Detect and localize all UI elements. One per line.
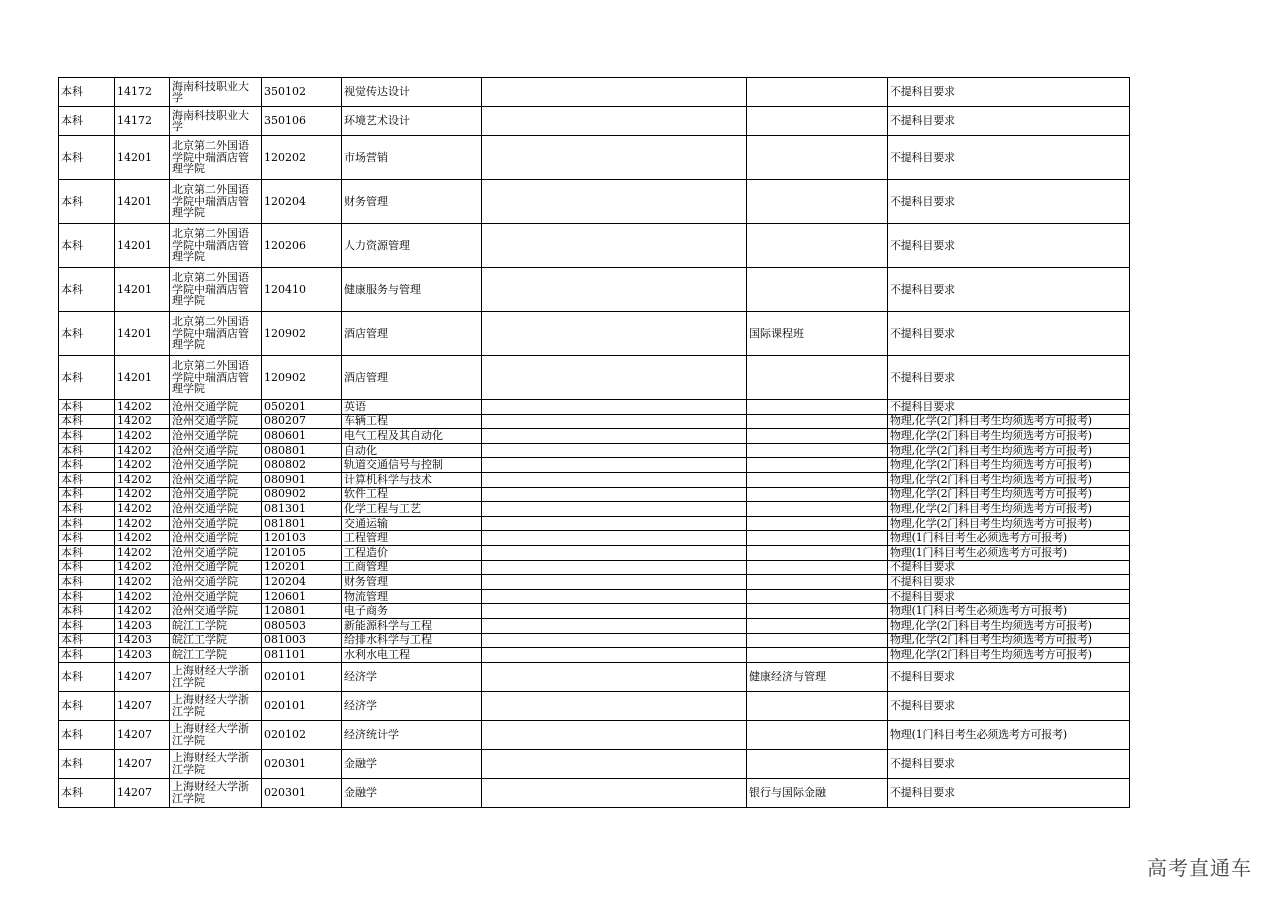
school-code-cell: 14207 bbox=[115, 778, 170, 807]
school-name-cell: 上海财经大学浙江学院 bbox=[170, 691, 262, 720]
school-name-cell: 沧州交通学院 bbox=[170, 575, 262, 590]
major-code-cell: 350106 bbox=[262, 107, 342, 136]
major-code-cell: 081801 bbox=[262, 516, 342, 531]
major-code-cell: 080801 bbox=[262, 443, 342, 458]
blank-cell bbox=[482, 545, 747, 560]
level-cell: 本科 bbox=[59, 224, 115, 268]
blank-cell bbox=[482, 516, 747, 531]
blank-cell bbox=[482, 443, 747, 458]
level-cell: 本科 bbox=[59, 356, 115, 400]
subject-requirement-cell: 物理,化学(2门科目考生均须选考方可报考) bbox=[888, 502, 1130, 517]
note-cell: 健康经济与管理 bbox=[747, 662, 888, 691]
school-code-cell: 14202 bbox=[115, 516, 170, 531]
table-row bbox=[59, 268, 1130, 312]
major-name-cell: 市场营销 bbox=[342, 136, 482, 180]
school-name-cell: 海南科技职业大学 bbox=[170, 78, 262, 107]
blank-cell bbox=[482, 268, 747, 312]
table-row bbox=[59, 356, 1130, 400]
note-cell bbox=[747, 502, 888, 517]
major-name-cell: 酒店管理 bbox=[342, 312, 482, 356]
table-row bbox=[59, 429, 1130, 444]
school-code-cell: 14202 bbox=[115, 400, 170, 415]
major-name-cell: 电子商务 bbox=[342, 604, 482, 619]
major-code-cell: 020301 bbox=[262, 749, 342, 778]
subject-requirement-cell: 不提科目要求 bbox=[888, 136, 1130, 180]
major-name-cell: 金融学 bbox=[342, 778, 482, 807]
table-row bbox=[59, 516, 1130, 531]
level-cell: 本科 bbox=[59, 691, 115, 720]
note-cell bbox=[747, 589, 888, 604]
school-name-cell: 北京第二外国语学院中瑞酒店管理学院 bbox=[170, 356, 262, 400]
school-name-cell: 沧州交通学院 bbox=[170, 487, 262, 502]
major-name-cell: 财务管理 bbox=[342, 180, 482, 224]
table-row bbox=[59, 778, 1130, 807]
note-cell bbox=[747, 107, 888, 136]
subject-requirement-cell: 不提科目要求 bbox=[888, 662, 1130, 691]
school-name-cell: 北京第二外国语学院中瑞酒店管理学院 bbox=[170, 312, 262, 356]
level-cell: 本科 bbox=[59, 268, 115, 312]
school-code-cell: 14201 bbox=[115, 312, 170, 356]
major-code-cell: 050201 bbox=[262, 400, 342, 415]
note-cell bbox=[747, 268, 888, 312]
level-cell: 本科 bbox=[59, 502, 115, 517]
blank-cell bbox=[482, 502, 747, 517]
table-row bbox=[59, 531, 1130, 546]
school-code-cell: 14172 bbox=[115, 78, 170, 107]
school-code-cell: 14203 bbox=[115, 618, 170, 633]
subject-requirement-cell: 物理(1门科目考生必须选考方可报考) bbox=[888, 720, 1130, 749]
major-name-cell: 软件工程 bbox=[342, 487, 482, 502]
major-name-cell: 自动化 bbox=[342, 443, 482, 458]
level-cell: 本科 bbox=[59, 648, 115, 663]
table-row bbox=[59, 414, 1130, 429]
blank-cell bbox=[482, 224, 747, 268]
major-name-cell: 健康服务与管理 bbox=[342, 268, 482, 312]
school-code-cell: 14202 bbox=[115, 604, 170, 619]
school-name-cell: 沧州交通学院 bbox=[170, 589, 262, 604]
table-row bbox=[59, 443, 1130, 458]
school-code-cell: 14202 bbox=[115, 545, 170, 560]
subject-requirement-cell: 不提科目要求 bbox=[888, 778, 1130, 807]
school-name-cell: 海南科技职业大学 bbox=[170, 107, 262, 136]
subject-requirement-cell: 物理,化学(2门科目考生均须选考方可报考) bbox=[888, 458, 1130, 473]
major-code-cell: 020101 bbox=[262, 662, 342, 691]
level-cell: 本科 bbox=[59, 458, 115, 473]
school-code-cell: 14201 bbox=[115, 224, 170, 268]
table-row bbox=[59, 604, 1130, 619]
table-row bbox=[59, 720, 1130, 749]
level-cell: 本科 bbox=[59, 662, 115, 691]
school-name-cell: 北京第二外国语学院中瑞酒店管理学院 bbox=[170, 136, 262, 180]
school-code-cell: 14201 bbox=[115, 268, 170, 312]
blank-cell bbox=[482, 136, 747, 180]
major-name-cell: 新能源科学与工程 bbox=[342, 618, 482, 633]
subject-requirement-cell: 物理,化学(2门科目考生均须选考方可报考) bbox=[888, 414, 1130, 429]
note-cell bbox=[747, 136, 888, 180]
major-code-cell: 120105 bbox=[262, 545, 342, 560]
table-row bbox=[59, 107, 1130, 136]
note-cell: 银行与国际金融 bbox=[747, 778, 888, 807]
level-cell: 本科 bbox=[59, 107, 115, 136]
table-row bbox=[59, 472, 1130, 487]
school-code-cell: 14202 bbox=[115, 502, 170, 517]
blank-cell bbox=[482, 648, 747, 663]
level-cell: 本科 bbox=[59, 604, 115, 619]
blank-cell bbox=[482, 633, 747, 648]
subject-requirement-cell: 物理,化学(2门科目考生均须选考方可报考) bbox=[888, 487, 1130, 502]
subject-requirement-cell: 不提科目要求 bbox=[888, 560, 1130, 575]
table-row bbox=[59, 400, 1130, 415]
table-row bbox=[59, 180, 1130, 224]
subject-requirement-cell: 不提科目要求 bbox=[888, 180, 1130, 224]
school-name-cell: 沧州交通学院 bbox=[170, 604, 262, 619]
table-row bbox=[59, 648, 1130, 663]
major-name-cell: 经济学 bbox=[342, 691, 482, 720]
table-row bbox=[59, 618, 1130, 633]
school-name-cell: 沧州交通学院 bbox=[170, 414, 262, 429]
blank-cell bbox=[482, 429, 747, 444]
note-cell bbox=[747, 516, 888, 531]
blank-cell bbox=[482, 618, 747, 633]
school-code-cell: 14203 bbox=[115, 648, 170, 663]
school-code-cell: 14202 bbox=[115, 429, 170, 444]
subject-requirement-cell: 物理,化学(2门科目考生均须选考方可报考) bbox=[888, 618, 1130, 633]
level-cell: 本科 bbox=[59, 136, 115, 180]
school-code-cell: 14201 bbox=[115, 180, 170, 224]
blank-cell bbox=[482, 78, 747, 107]
subject-requirement-cell: 不提科目要求 bbox=[888, 268, 1130, 312]
major-code-cell: 120902 bbox=[262, 356, 342, 400]
note-cell bbox=[747, 691, 888, 720]
note-cell bbox=[747, 224, 888, 268]
level-cell: 本科 bbox=[59, 589, 115, 604]
major-name-cell: 工程管理 bbox=[342, 531, 482, 546]
major-code-cell: 020301 bbox=[262, 778, 342, 807]
level-cell: 本科 bbox=[59, 180, 115, 224]
major-name-cell: 金融学 bbox=[342, 749, 482, 778]
school-name-cell: 沧州交通学院 bbox=[170, 400, 262, 415]
level-cell: 本科 bbox=[59, 545, 115, 560]
note-cell bbox=[747, 545, 888, 560]
note-cell bbox=[747, 429, 888, 444]
note-cell bbox=[747, 648, 888, 663]
subject-requirement-cell: 物理(1门科目考生必须选考方可报考) bbox=[888, 531, 1130, 546]
major-name-cell: 计算机科学与技术 bbox=[342, 472, 482, 487]
major-code-cell: 120204 bbox=[262, 180, 342, 224]
note-cell bbox=[747, 443, 888, 458]
table-row bbox=[59, 224, 1130, 268]
major-code-cell: 081301 bbox=[262, 502, 342, 517]
school-code-cell: 14207 bbox=[115, 662, 170, 691]
major-name-cell: 财务管理 bbox=[342, 575, 482, 590]
major-code-cell: 120601 bbox=[262, 589, 342, 604]
subject-requirement-cell: 不提科目要求 bbox=[888, 400, 1130, 415]
level-cell: 本科 bbox=[59, 429, 115, 444]
major-code-cell: 120103 bbox=[262, 531, 342, 546]
major-code-cell: 080802 bbox=[262, 458, 342, 473]
major-name-cell: 环境艺术设计 bbox=[342, 107, 482, 136]
blank-cell bbox=[482, 720, 747, 749]
blank-cell bbox=[482, 458, 747, 473]
subject-requirement-cell: 物理,化学(2门科目考生均须选考方可报考) bbox=[888, 443, 1130, 458]
table-row bbox=[59, 560, 1130, 575]
level-cell: 本科 bbox=[59, 749, 115, 778]
blank-cell bbox=[482, 575, 747, 590]
major-code-cell: 080902 bbox=[262, 487, 342, 502]
school-name-cell: 沧州交通学院 bbox=[170, 502, 262, 517]
major-code-cell: 080601 bbox=[262, 429, 342, 444]
note-cell bbox=[747, 356, 888, 400]
level-cell: 本科 bbox=[59, 516, 115, 531]
table-row bbox=[59, 502, 1130, 517]
level-cell: 本科 bbox=[59, 414, 115, 429]
level-cell: 本科 bbox=[59, 487, 115, 502]
blank-cell bbox=[482, 414, 747, 429]
blank-cell bbox=[482, 778, 747, 807]
subject-requirement-cell: 不提科目要求 bbox=[888, 224, 1130, 268]
school-name-cell: 北京第二外国语学院中瑞酒店管理学院 bbox=[170, 268, 262, 312]
blank-cell bbox=[482, 691, 747, 720]
school-code-cell: 14202 bbox=[115, 560, 170, 575]
major-code-cell: 120410 bbox=[262, 268, 342, 312]
major-code-cell: 120801 bbox=[262, 604, 342, 619]
major-code-cell: 081101 bbox=[262, 648, 342, 663]
major-code-cell: 120202 bbox=[262, 136, 342, 180]
subject-requirement-cell: 不提科目要求 bbox=[888, 312, 1130, 356]
subject-requirement-cell: 不提科目要求 bbox=[888, 691, 1130, 720]
level-cell: 本科 bbox=[59, 618, 115, 633]
major-name-cell: 物流管理 bbox=[342, 589, 482, 604]
table-row bbox=[59, 749, 1130, 778]
blank-cell bbox=[482, 107, 747, 136]
school-name-cell: 上海财经大学浙江学院 bbox=[170, 749, 262, 778]
note-cell bbox=[747, 180, 888, 224]
note-cell bbox=[747, 604, 888, 619]
school-name-cell: 上海财经大学浙江学院 bbox=[170, 662, 262, 691]
table-row bbox=[59, 487, 1130, 502]
table-row bbox=[59, 312, 1130, 356]
note-cell bbox=[747, 633, 888, 648]
table-row bbox=[59, 691, 1130, 720]
subject-requirement-cell: 物理,化学(2门科目考生均须选考方可报考) bbox=[888, 516, 1130, 531]
subject-requirement-cell: 不提科目要求 bbox=[888, 107, 1130, 136]
school-name-cell: 北京第二外国语学院中瑞酒店管理学院 bbox=[170, 180, 262, 224]
major-name-cell: 酒店管理 bbox=[342, 356, 482, 400]
school-name-cell: 上海财经大学浙江学院 bbox=[170, 720, 262, 749]
blank-cell bbox=[482, 312, 747, 356]
note-cell bbox=[747, 458, 888, 473]
level-cell: 本科 bbox=[59, 575, 115, 590]
school-name-cell: 沧州交通学院 bbox=[170, 443, 262, 458]
note-cell bbox=[747, 618, 888, 633]
school-name-cell: 沧州交通学院 bbox=[170, 545, 262, 560]
level-cell: 本科 bbox=[59, 560, 115, 575]
school-code-cell: 14202 bbox=[115, 472, 170, 487]
major-name-cell: 工商管理 bbox=[342, 560, 482, 575]
note-cell bbox=[747, 575, 888, 590]
level-cell: 本科 bbox=[59, 443, 115, 458]
school-code-cell: 14203 bbox=[115, 633, 170, 648]
level-cell: 本科 bbox=[59, 778, 115, 807]
blank-cell bbox=[482, 589, 747, 604]
major-name-cell: 英语 bbox=[342, 400, 482, 415]
school-code-cell: 14172 bbox=[115, 107, 170, 136]
table-row bbox=[59, 545, 1130, 560]
school-code-cell: 14207 bbox=[115, 720, 170, 749]
note-cell bbox=[747, 487, 888, 502]
note-cell bbox=[747, 560, 888, 575]
major-code-cell: 020102 bbox=[262, 720, 342, 749]
major-code-cell: 350102 bbox=[262, 78, 342, 107]
enrollment-table bbox=[58, 77, 1130, 808]
subject-requirement-cell: 物理,化学(2门科目考生均须选考方可报考) bbox=[888, 648, 1130, 663]
school-code-cell: 14202 bbox=[115, 458, 170, 473]
school-code-cell: 14202 bbox=[115, 589, 170, 604]
watermark-text: 高考直通车 bbox=[1147, 856, 1252, 880]
school-code-cell: 14202 bbox=[115, 487, 170, 502]
note-cell bbox=[747, 720, 888, 749]
school-code-cell: 14202 bbox=[115, 531, 170, 546]
subject-requirement-cell: 物理(1门科目考生必须选考方可报考) bbox=[888, 545, 1130, 560]
major-name-cell: 给排水科学与工程 bbox=[342, 633, 482, 648]
note-cell bbox=[747, 531, 888, 546]
blank-cell bbox=[482, 180, 747, 224]
school-name-cell: 皖江工学院 bbox=[170, 633, 262, 648]
major-name-cell: 经济学 bbox=[342, 662, 482, 691]
table-row bbox=[59, 136, 1130, 180]
school-name-cell: 北京第二外国语学院中瑞酒店管理学院 bbox=[170, 224, 262, 268]
table-row bbox=[59, 78, 1130, 107]
subject-requirement-cell: 不提科目要求 bbox=[888, 749, 1130, 778]
major-code-cell: 120204 bbox=[262, 575, 342, 590]
major-code-cell: 080503 bbox=[262, 618, 342, 633]
blank-cell bbox=[482, 487, 747, 502]
subject-requirement-cell: 不提科目要求 bbox=[888, 589, 1130, 604]
table-row bbox=[59, 662, 1130, 691]
note-cell: 国际课程班 bbox=[747, 312, 888, 356]
note-cell bbox=[747, 78, 888, 107]
subject-requirement-cell: 物理,化学(2门科目考生均须选考方可报考) bbox=[888, 472, 1130, 487]
blank-cell bbox=[482, 662, 747, 691]
table-row bbox=[59, 633, 1130, 648]
major-code-cell: 120201 bbox=[262, 560, 342, 575]
subject-requirement-cell: 物理(1门科目考生必须选考方可报考) bbox=[888, 604, 1130, 619]
level-cell: 本科 bbox=[59, 312, 115, 356]
major-code-cell: 081003 bbox=[262, 633, 342, 648]
subject-requirement-cell: 物理,化学(2门科目考生均须选考方可报考) bbox=[888, 429, 1130, 444]
school-name-cell: 皖江工学院 bbox=[170, 648, 262, 663]
major-name-cell: 人力资源管理 bbox=[342, 224, 482, 268]
major-code-cell: 120206 bbox=[262, 224, 342, 268]
school-code-cell: 14201 bbox=[115, 136, 170, 180]
blank-cell bbox=[482, 356, 747, 400]
table-row bbox=[59, 575, 1130, 590]
major-name-cell: 轨道交通信号与控制 bbox=[342, 458, 482, 473]
table-body bbox=[59, 78, 1130, 808]
major-name-cell: 工程造价 bbox=[342, 545, 482, 560]
major-name-cell: 水利水电工程 bbox=[342, 648, 482, 663]
school-code-cell: 14201 bbox=[115, 356, 170, 400]
blank-cell bbox=[482, 604, 747, 619]
major-code-cell: 020101 bbox=[262, 691, 342, 720]
note-cell bbox=[747, 472, 888, 487]
school-name-cell: 皖江工学院 bbox=[170, 618, 262, 633]
level-cell: 本科 bbox=[59, 472, 115, 487]
major-code-cell: 080901 bbox=[262, 472, 342, 487]
school-name-cell: 沧州交通学院 bbox=[170, 516, 262, 531]
table-row bbox=[59, 589, 1130, 604]
major-name-cell: 经济统计学 bbox=[342, 720, 482, 749]
blank-cell bbox=[482, 400, 747, 415]
level-cell: 本科 bbox=[59, 633, 115, 648]
school-code-cell: 14207 bbox=[115, 749, 170, 778]
major-name-cell: 车辆工程 bbox=[342, 414, 482, 429]
school-name-cell: 沧州交通学院 bbox=[170, 560, 262, 575]
school-code-cell: 14202 bbox=[115, 575, 170, 590]
major-code-cell: 120902 bbox=[262, 312, 342, 356]
blank-cell bbox=[482, 472, 747, 487]
level-cell: 本科 bbox=[59, 400, 115, 415]
major-name-cell: 电气工程及其自动化 bbox=[342, 429, 482, 444]
level-cell: 本科 bbox=[59, 720, 115, 749]
table-row bbox=[59, 458, 1130, 473]
subject-requirement-cell: 不提科目要求 bbox=[888, 78, 1130, 107]
school-name-cell: 沧州交通学院 bbox=[170, 531, 262, 546]
blank-cell bbox=[482, 560, 747, 575]
note-cell bbox=[747, 749, 888, 778]
blank-cell bbox=[482, 749, 747, 778]
major-code-cell: 080207 bbox=[262, 414, 342, 429]
subject-requirement-cell: 不提科目要求 bbox=[888, 356, 1130, 400]
subject-requirement-cell: 物理,化学(2门科目考生均须选考方可报考) bbox=[888, 633, 1130, 648]
note-cell bbox=[747, 414, 888, 429]
school-code-cell: 14202 bbox=[115, 414, 170, 429]
major-name-cell: 交通运输 bbox=[342, 516, 482, 531]
school-name-cell: 沧州交通学院 bbox=[170, 472, 262, 487]
school-name-cell: 沧州交通学院 bbox=[170, 429, 262, 444]
subject-requirement-cell: 不提科目要求 bbox=[888, 575, 1130, 590]
major-name-cell: 视觉传达设计 bbox=[342, 78, 482, 107]
blank-cell bbox=[482, 531, 747, 546]
school-code-cell: 14207 bbox=[115, 691, 170, 720]
major-name-cell: 化学工程与工艺 bbox=[342, 502, 482, 517]
level-cell: 本科 bbox=[59, 78, 115, 107]
level-cell: 本科 bbox=[59, 531, 115, 546]
note-cell bbox=[747, 400, 888, 415]
school-name-cell: 沧州交通学院 bbox=[170, 458, 262, 473]
school-name-cell: 上海财经大学浙江学院 bbox=[170, 778, 262, 807]
school-code-cell: 14202 bbox=[115, 443, 170, 458]
